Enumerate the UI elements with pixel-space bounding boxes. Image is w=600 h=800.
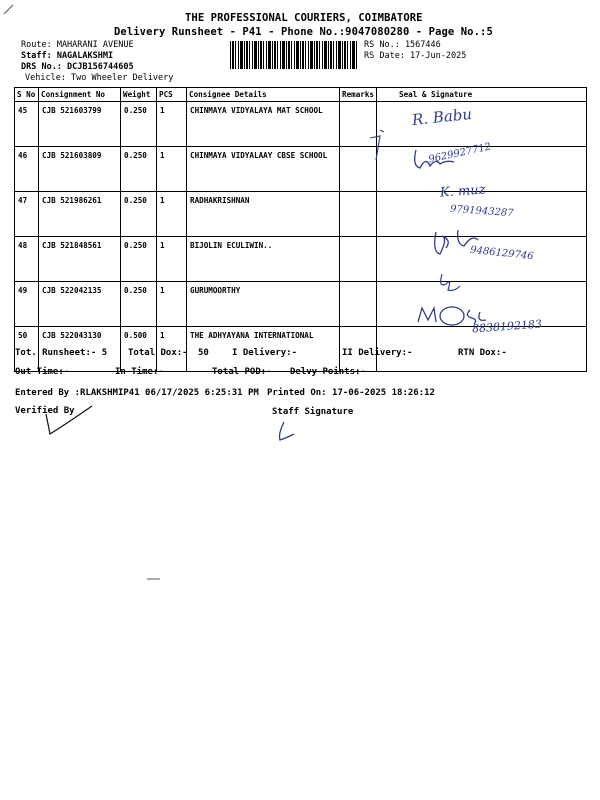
total-dox-label: Total Dox:- — [128, 348, 188, 358]
cell-consignee: CHINMAYA VIDYALAYA MAT SCHOOL — [187, 102, 340, 147]
table-row — [15, 147, 587, 192]
cell-consignment: CJB 521603809 — [39, 147, 121, 192]
cell-remarks — [340, 237, 377, 282]
scan-mark — [146, 576, 162, 582]
cell-weight: 0.250 — [121, 192, 157, 237]
cell-remarks — [340, 192, 377, 237]
signature-row-47: K. muz — [439, 182, 486, 201]
staff-signature-label: Staff Signature — [272, 407, 354, 417]
signature-row-45: R. Babu — [411, 104, 473, 130]
cell-consignee: BIJOLIN ECULIWIN.. — [187, 237, 340, 282]
cell-weight: 0.250 — [121, 102, 157, 147]
entered-by: Entered By :RLAKSHMIP41 06/17/2025 6:25:31 PM — [15, 388, 259, 398]
col-header-weight: Weight — [121, 88, 157, 102]
cell-weight: 0.500 — [121, 327, 157, 372]
rs-date: RS Date: 17-Jun-2025 — [364, 51, 467, 61]
in-time-label: In Time:- — [115, 367, 164, 377]
total-pod-label: Total POD:- — [212, 367, 272, 377]
out-time-label: Out Time:- — [15, 367, 70, 377]
signature-phone-row-47: 9791943287 — [449, 203, 514, 220]
cell-consignment: CJB 521603799 — [39, 102, 121, 147]
col-header-consignment: Consignment No — [39, 88, 121, 102]
cell-sno: 48 — [15, 237, 39, 282]
cell-pcs: 1 — [157, 147, 187, 192]
cell-pcs: 1 — [157, 282, 187, 327]
col-header-signature: Seal & Signature — [377, 88, 587, 102]
cell-remarks — [340, 282, 377, 327]
col-header-sno: S No — [15, 88, 39, 102]
verified-by-label: Verified By — [15, 406, 75, 416]
cell-sno: 45 — [15, 102, 39, 147]
runsheet-title: Delivery Runsheet - P41 - Phone No.:9047080280 - Page No.:5 — [114, 26, 493, 38]
verified-by-signature — [36, 402, 96, 436]
route-label: Route: MAHARANI AVENUE — [21, 40, 134, 50]
total-dox-value: 50 — [198, 348, 209, 358]
cell-pcs: 1 — [157, 102, 187, 147]
i-delivery-label: I Delivery:- — [232, 348, 298, 358]
company-name: THE PROFESSIONAL COURIERS, COIMBATORE — [185, 12, 423, 24]
cell-sno: 47 — [15, 192, 39, 237]
signature-phone-row-46: 9629927712 — [427, 141, 493, 166]
cell-consignment: CJB 522043130 — [39, 327, 121, 372]
printed-on: Printed On: 17-06-2025 18:26:12 — [267, 388, 435, 398]
cell-consignment: CJB 522042135 — [39, 282, 121, 327]
signature-scribble-row-49 — [436, 270, 466, 296]
cell-consignee: CHINMAYA VIDYALAAY CBSE SCHOOL — [187, 147, 340, 192]
cell-sno: 49 — [15, 282, 39, 327]
delvy-points-label: Delvy Points:- — [290, 367, 366, 377]
cell-sno: 46 — [15, 147, 39, 192]
cell-pcs: 1 — [157, 237, 187, 282]
cell-consignment: CJB 521848561 — [39, 237, 121, 282]
barcode-image — [230, 41, 357, 69]
table-row — [15, 102, 587, 147]
cell-sno: 50 — [15, 327, 39, 372]
cell-pcs: 1 — [157, 192, 187, 237]
col-header-pcs: PCS — [157, 88, 187, 102]
signature-phone-row-48: 9486129746 — [469, 244, 535, 263]
col-header-remarks: Remarks — [340, 88, 377, 102]
remarks-pen-mark — [366, 124, 396, 164]
rtn-dox-label: RTN Dox:- — [458, 348, 507, 358]
cell-weight: 0.250 — [121, 147, 157, 192]
cell-signature — [377, 102, 587, 147]
drs-number: DRS No.: DCJB156744605 — [21, 62, 134, 72]
col-header-consignee: Consignee Details — [187, 88, 340, 102]
cell-consignee: RADHAKRISHNAN — [187, 192, 340, 237]
signature-phone-row-50: 8838192183 — [471, 317, 543, 336]
staff-signature-mark — [272, 420, 298, 444]
vehicle-label: Vehicle: Two Wheeler Delivery — [25, 73, 174, 83]
table-header-row — [15, 88, 587, 102]
cell-weight: 0.250 — [121, 282, 157, 327]
cell-pcs: 1 — [157, 327, 187, 372]
ii-delivery-label: II Delivery:- — [342, 348, 413, 358]
cell-consignee: GURUMOORTHY — [187, 282, 340, 327]
cell-weight: 0.250 — [121, 237, 157, 282]
staff-label: Staff: NAGALAKSHMI — [21, 51, 114, 61]
cell-consignee: THE ADHYAYANA INTERNATIONAL — [187, 327, 340, 372]
rs-number: RS No.: 1567446 — [364, 40, 441, 50]
cell-consignment: CJB 521986261 — [39, 192, 121, 237]
corner-pen-mark — [2, 2, 16, 16]
total-runsheet: Tot. Runsheet:- 5 — [15, 348, 108, 358]
